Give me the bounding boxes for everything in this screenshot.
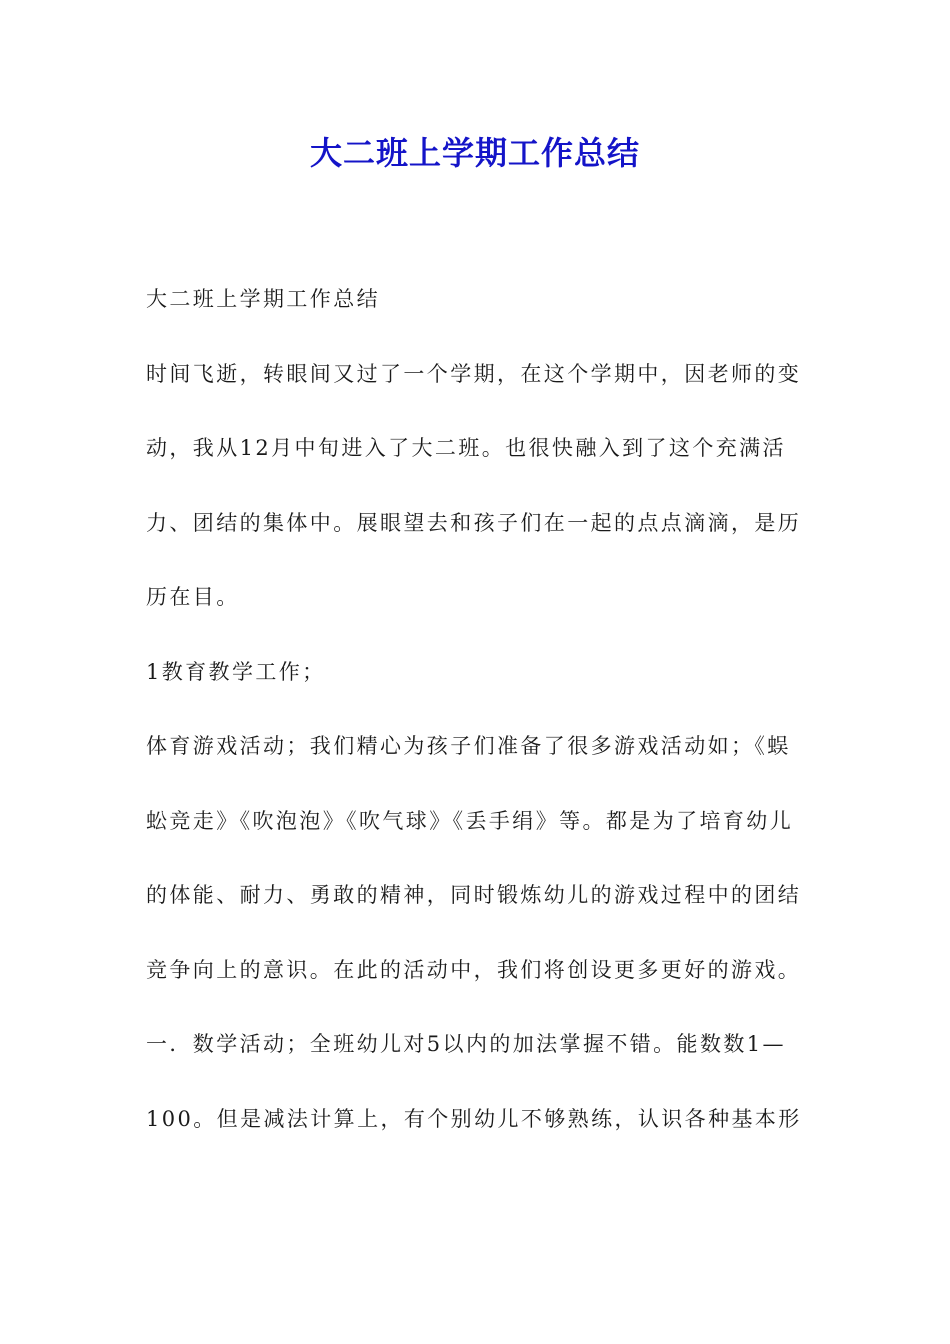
document-body (146, 262, 811, 1156)
paragraph-sports-activities: 体育游戏活动；我们精心为孩子们准备了很多游戏活动如；《蜈蚣竞走》《吹泡泡》《吹气球》《丢手绢》等。都是为了培育幼儿的体能、耐力、勇敢的精神，同时锻炼幼儿的游戏过程中的团结竞争向上的意识。在此的活动中，我们将创设更多更好的游戏。 (146, 734, 802, 982)
paragraph-intro: 时间飞逝，转眼间又过了一个学期，在这个学期中，因老师的变动，我从12月中旬进入了大二班。也很快融入到了这个充满活力、团结的集体中。展眼望去和孩子们在一起的点点滴滴，是历历在目。 (146, 361, 802, 609)
paragraph-section-heading: 1教育教学工作； (146, 659, 326, 684)
document-title: 大二班上学期工作总结 (309, 134, 640, 172)
paragraph-subtitle: 大二班上学期工作总结 (146, 287, 380, 311)
paragraph-math-activities: 一．数学活动；全班幼儿对5以内的加法掌握不错。能数数1—100。但是减法计算上，有个别幼儿不够熟练，认识各种基本形 (146, 1032, 802, 1131)
